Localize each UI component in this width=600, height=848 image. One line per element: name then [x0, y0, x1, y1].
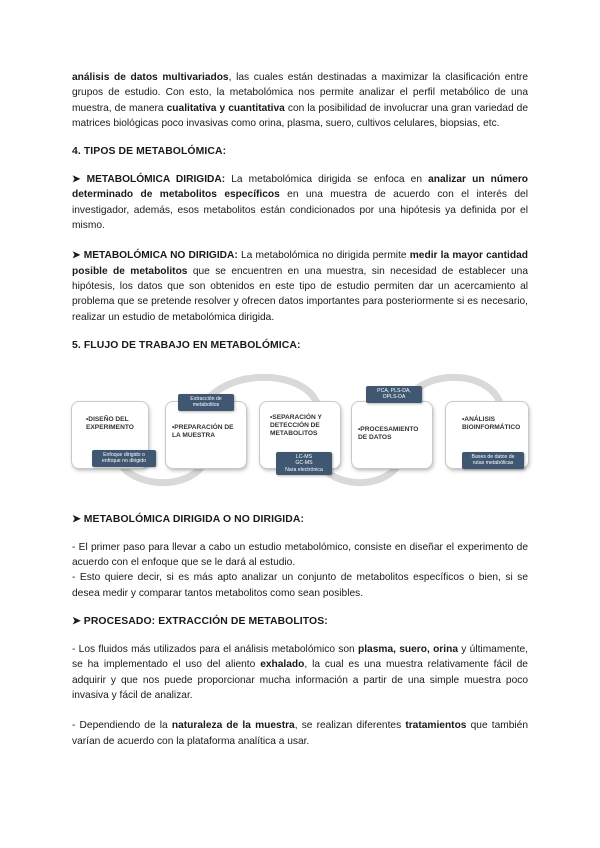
intro-paragraph: análisis de datos multivariados, las cuales están destinadas a maximizar la clasificación entre grupos de estudio. Con esto, la metabolómica nos permite analizar el perfil metabólico de una muestra, de manera cualitativa y cuantitativa con la posibilidad de involucrar una gran variedad de matrices biológicas poco invasivas como orina, plasma, suero, cultivos celulares, biopsias, etc. [72, 72, 529, 129]
bold-phrase: cualitativa y cuantitativa [166, 102, 285, 114]
tag-enfoque: Enfoque dirigido o enfoque no dirigido [92, 450, 156, 467]
section-heading-4: 4. TIPOS DE METABOLÓMICA: [72, 146, 227, 158]
tag-estadistica: PCA, PLS-DA, OPLS-DA [366, 386, 422, 403]
step-diseno: •DISEÑO DEL EXPERIMENTO [72, 402, 148, 468]
metabolomica-no-dirigida-paragraph: ➤ METABOLÓMICA NO DIRIGIDA: La metabolómica no dirigida permite medir la mayor cantidad posible de metabolitos que se encuentren en una muestra, sin necesidad de establecer una hipótesis, los datos que son obtenidos en este tipo de estudio permiten dar un acercamiento al problema que se pretende resolver y ofrecen datos importantes para posteriormente si es necesario, realizar un estudio de metabolómica dirigida. [72, 250, 528, 323]
tag-extraccion: Extracción de metabolitos [178, 394, 234, 411]
tag-plataformas: LC-MS GC-MS Nara electrónica [276, 452, 332, 475]
subsection-heading-procesado: ➤ PROCESADO: EXTRACCIÓN DE METABOLITOS: [72, 616, 328, 628]
paragraph: - Dependiendo de la naturaleza de la muestra, se realizan diferentes tratamientos que también varían de acuerdo con la plataforma analítica a usar. [72, 720, 529, 747]
workflow-diagram [72, 368, 528, 498]
bold-phrase: naturaleza de la muestra [171, 720, 295, 732]
bold-phrase: plasma, suero, orina [358, 644, 458, 656]
paragraph: - Esto quiere decir, si es más apto analizar un conjunto de metabolitos específicos o bien, si se desea medir y comparar tantos metabolitos como sean posibles. [72, 572, 528, 599]
bold-phrase: tratamientos [405, 720, 467, 732]
bold-phrase: exhalado [260, 659, 305, 671]
bold-phrase: análisis de datos multivariados [72, 72, 229, 83]
term-label: ➤ METABOLÓMICA NO DIRIGIDA: [72, 250, 238, 262]
bold-phrase: analizar un número determinado de metabolitos específicos [72, 174, 529, 201]
paragraph: - El primer paso para llevar a cabo un estudio metabolómico, consiste en diseñar el experimento de acuerdo con el enfoque que se le dará al estudio. [72, 541, 528, 569]
tag-bases-datos: Bases de datos de rutas metabólicas [462, 452, 524, 469]
bold-phrase: medir la mayor cantidad posible de metabolitos [72, 250, 528, 277]
step-procesamiento: •PROCESAMIENTO DE DATOS [352, 402, 432, 468]
step-separacion: •SEPARACIÓN Y DETECCIÓN DE METABOLITOS [260, 402, 340, 468]
term-label: ➤ METABOLÓMICA DIRIGIDA: [72, 174, 226, 186]
section-heading-5: 5. FLUJO DE TRABAJO EN METABOLÓMICA: [72, 339, 301, 351]
step-preparacion: •PREPARACIÓN DE LA MUESTRA [166, 402, 246, 468]
paragraph: - Los fluidos más utilizados para el análisis metabolómico son plasma, suero, orina y últimamente, se ha implementado el uso del aliento exhalado, la cual es una muestra relativamente fácil de adquirir y que nos puede proporcionar mucha información a partir de una simple muestra poco invasiva y fácil de analizar. [72, 644, 528, 701]
step-analisis: •ANÁLISIS BIOINFORMÁTICO [446, 402, 528, 468]
subsection-heading-dirigida-o-no: ➤ METABOLÓMICA DIRIGIDA O NO DIRIGIDA: [72, 513, 305, 525]
metabolomica-dirigida-paragraph: ➤ METABOLÓMICA DIRIGIDA: La metabolómica dirigida se enfoca en analizar un número determinado de metabolitos específicos en una muestra de acuerdo con el interés del investigador, además, esos metabolitos están condicionados por una hipótesis ya definida por el mismo. [72, 174, 529, 232]
